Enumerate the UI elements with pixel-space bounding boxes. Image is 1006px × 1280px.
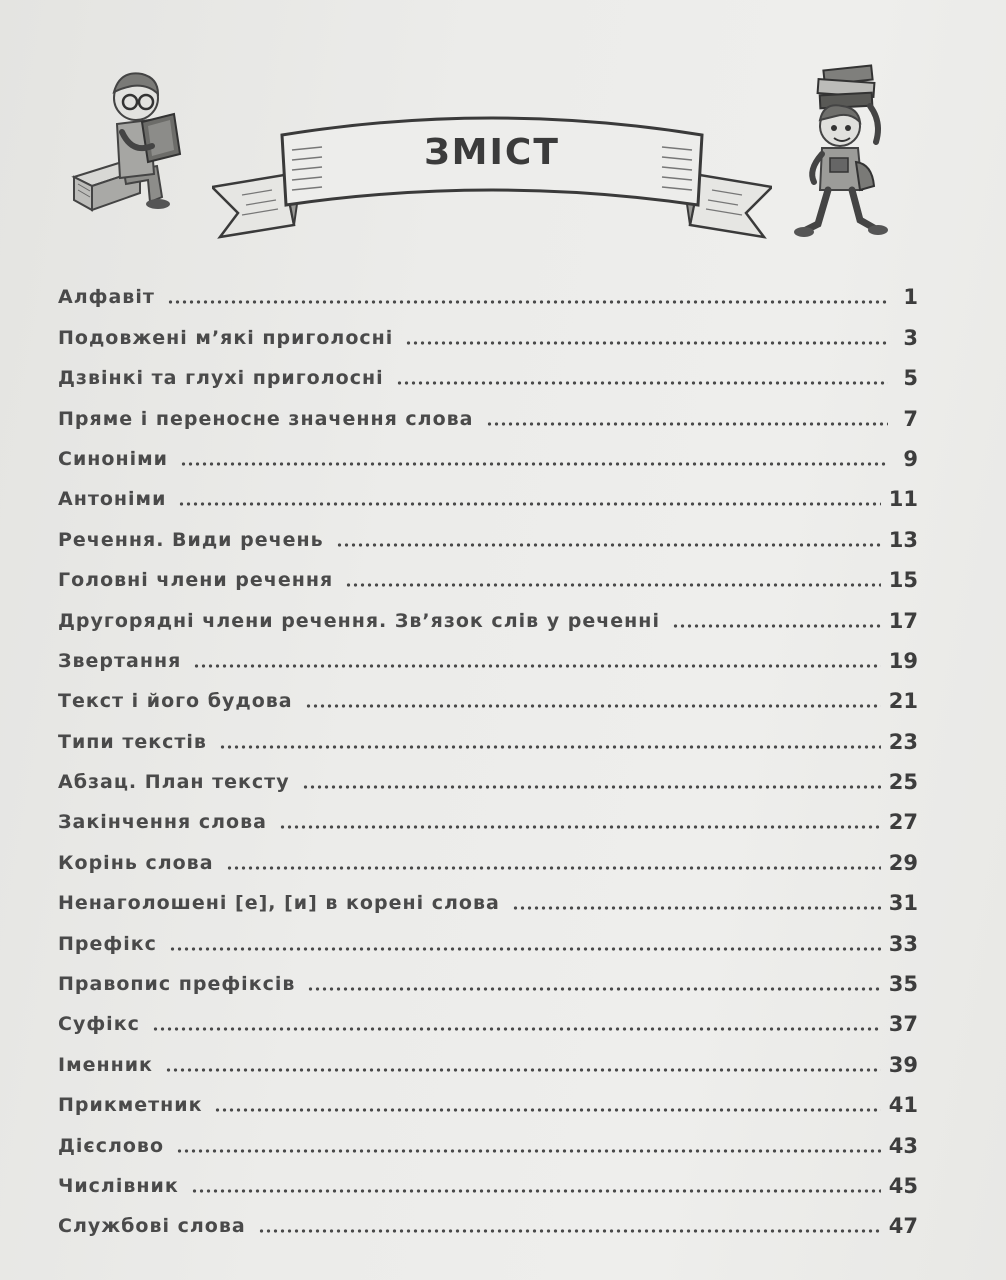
- dot-leader: [180, 462, 888, 466]
- boy-carrying-books-illustration: [790, 62, 900, 247]
- toc-entry-label: Текст і його будова: [58, 690, 293, 713]
- dot-leader: [219, 745, 881, 749]
- toc-entry: [58, 272, 918, 312]
- toc-entry-page-number: 47: [888, 1214, 918, 1239]
- toc-entry: [58, 797, 918, 837]
- toc-entry-label: Числівник: [58, 1174, 179, 1197]
- toc-entry: [58, 999, 918, 1039]
- toc-entry-label: Речення. Види речень: [58, 528, 324, 551]
- toc-entry-page-number: 45: [888, 1173, 918, 1198]
- dot-leader: [214, 1108, 880, 1112]
- toc-entry: [58, 474, 918, 514]
- toc-entry-page-number: 3: [903, 325, 918, 350]
- toc-entry: [58, 837, 918, 877]
- toc-entry: [58, 1201, 918, 1241]
- toc-entry-label: Закінчення слова: [58, 811, 267, 834]
- dot-leader: [305, 704, 881, 708]
- toc-entry-label: Іменник: [58, 1053, 153, 1076]
- toc-entry-page-number: 21: [888, 689, 918, 714]
- toc-entry-label: Дзвінкі та глухі приголосні: [58, 367, 384, 390]
- toc-entry-label: Антоніми: [58, 488, 167, 511]
- dot-leader: [258, 1229, 881, 1233]
- dot-leader: [307, 987, 880, 991]
- toc-entry: [58, 514, 918, 554]
- dot-leader: [302, 785, 881, 789]
- toc-entry-label: Другорядні члени речення. Зв’язок слів у реченні: [58, 609, 660, 632]
- toc-entry-page-number: 13: [888, 527, 918, 552]
- toc-entry: [58, 1120, 918, 1160]
- dot-leader: [486, 422, 889, 426]
- dot-leader: [191, 1189, 881, 1193]
- table-of-contents: [58, 272, 918, 1241]
- toc-entry-label: Суфікс: [58, 1013, 140, 1036]
- page-title: ЗМІСТ: [424, 132, 560, 173]
- toc-entry-page-number: 7: [903, 406, 918, 431]
- toc-entry: [58, 959, 918, 999]
- dot-leader: [165, 1068, 881, 1072]
- toc-entry-page-number: 43: [888, 1133, 918, 1158]
- toc-entry: [58, 918, 918, 958]
- toc-entry-page-number: 5: [903, 366, 918, 391]
- toc-entry-label: Алфавіт: [58, 286, 155, 309]
- toc-entry-page-number: 9: [903, 446, 918, 471]
- toc-entry: [58, 393, 918, 433]
- toc-entry-page-number: 35: [888, 972, 918, 997]
- toc-entry-page-number: 33: [888, 931, 918, 956]
- toc-entry-label: Дієслово: [58, 1134, 165, 1157]
- toc-entry: [58, 353, 918, 393]
- toc-entry-page-number: 15: [888, 568, 918, 593]
- dot-leader: [336, 543, 881, 547]
- toc-entry: [58, 595, 918, 635]
- toc-entry-page-number: 17: [888, 608, 918, 633]
- toc-entry-page-number: 31: [888, 891, 918, 916]
- toc-entry-label: Головні члени речення: [58, 569, 334, 592]
- toc-entry: [58, 1039, 918, 1079]
- toc-entry-label: Правопис префіксів: [58, 973, 296, 996]
- toc-entry-page-number: 19: [888, 648, 918, 673]
- toc-entry-label: Службові слова: [58, 1215, 246, 1238]
- dot-leader: [176, 1149, 881, 1153]
- toc-entry-label: Корінь слова: [58, 851, 214, 874]
- dot-leader: [396, 381, 888, 385]
- toc-entry-page-number: 25: [888, 770, 918, 795]
- toc-entry-label: Ненаголошені [е], [и] в корені слова: [58, 892, 500, 915]
- toc-entry-label: Прикметник: [58, 1094, 203, 1117]
- toc-entry-label: Синоніми: [58, 447, 168, 470]
- boy-reading-book-illustration: [62, 62, 212, 222]
- toc-entry: [58, 676, 918, 716]
- toc-entry-page-number: 27: [888, 810, 918, 835]
- toc-entry-label: Звертання: [58, 649, 182, 672]
- dot-leader: [279, 825, 881, 829]
- dot-leader: [178, 502, 880, 506]
- toc-entry: [58, 434, 918, 474]
- dot-leader: [167, 300, 888, 304]
- toc-entry: [58, 1161, 918, 1201]
- toc-entry-label: Префікс: [58, 932, 157, 955]
- dot-leader: [345, 583, 881, 587]
- toc-entry-page-number: 11: [888, 487, 918, 512]
- dot-leader: [672, 624, 881, 628]
- toc-entry-page-number: 39: [888, 1052, 918, 1077]
- toc-entry-label: Абзац. План тексту: [58, 771, 290, 794]
- dot-leader: [169, 947, 881, 951]
- toc-entry-page-number: 37: [888, 1012, 918, 1037]
- dot-leader: [512, 906, 881, 910]
- dot-leader: [193, 664, 880, 668]
- dot-leader: [405, 341, 888, 345]
- toc-entry: [58, 757, 918, 797]
- toc-entry-page-number: 1: [903, 285, 918, 310]
- toc-entry: [58, 312, 918, 352]
- toc-entry-label: Подовжені м’які приголосні: [58, 326, 394, 349]
- toc-entry: [58, 636, 918, 676]
- toc-entry: [58, 555, 918, 595]
- toc-entry: [58, 878, 918, 918]
- dot-leader: [152, 1027, 881, 1031]
- toc-entry: [58, 716, 918, 756]
- toc-entry-label: Типи текстів: [58, 730, 207, 753]
- dot-leader: [226, 866, 881, 870]
- toc-entry-label: Пряме і переносне значення слова: [58, 407, 474, 430]
- toc-entry-page-number: 23: [888, 729, 918, 754]
- toc-entry: [58, 1080, 918, 1120]
- toc-entry-page-number: 41: [888, 1093, 918, 1118]
- toc-entry-page-number: 29: [888, 850, 918, 875]
